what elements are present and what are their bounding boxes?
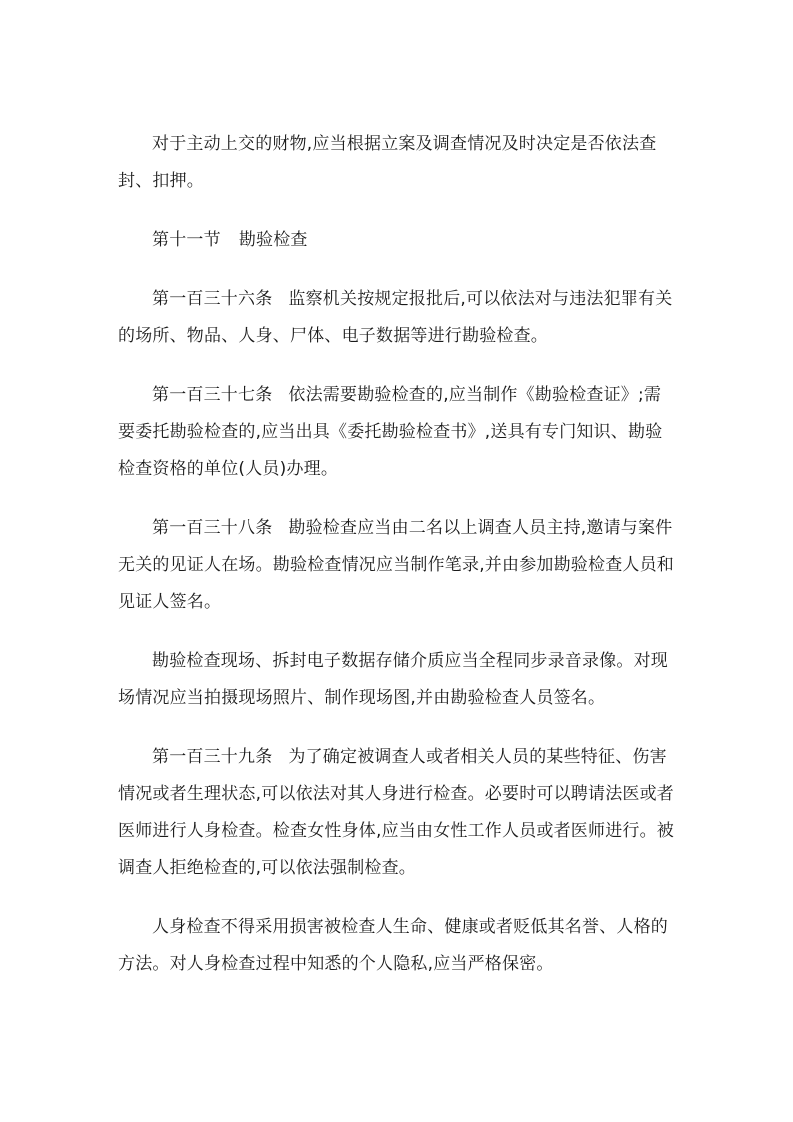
- paragraph-text: 对于主动上交的财物,应当根据立案及调查情况及时决定是否依法查封、扣押。: [118, 134, 657, 191]
- section-title: 勘验检查: [238, 230, 308, 250]
- paragraph-privacy: [118, 909, 675, 983]
- section-heading: [118, 222, 675, 259]
- article-text: 为了确定被调查人或者相关人员的某些特征、伤害情况或者生理状态,可以依法对其人身进行检查。必要时可以聘请法医或者医师进行人身检查。检查女性身体,应当由女性工作人员或者医师进行。被调查人拒绝检查的,可以依法强制检查。: [118, 747, 675, 878]
- article-text: 勘验检查应当由二名以上调查人员主持,邀请与案件无关的见证人在场。勘验检查情况应当制作笔录,并由参加勘验检查人员和见证人签名。: [118, 518, 675, 612]
- article-138: [118, 510, 675, 621]
- article-number: 第一百三十六条: [152, 289, 273, 309]
- paragraph-seized-property: [118, 126, 675, 200]
- article-number: 第一百三十七条: [152, 385, 273, 405]
- paragraph-recording: [118, 643, 675, 717]
- article-text: 监察机关按规定报批后,可以依法对与违法犯罪有关的场所、物品、人身、尸体、电子数据等进行勘验检查。: [118, 289, 673, 346]
- article-number: 第一百三十八条: [152, 518, 273, 538]
- paragraph-text: 勘验检查现场、拆封电子数据存储介质应当全程同步录音录像。对现场情况应当拍摄现场照片、制作现场图,并由勘验检查人员签名。: [118, 651, 668, 708]
- article-number: 第一百三十九条: [152, 747, 273, 767]
- document-body: [118, 126, 675, 1005]
- section-number: 第十一节: [152, 230, 221, 250]
- article-136: [118, 281, 675, 355]
- article-text: 依法需要勘验检查的,应当制作《勘验检查证》;需要委托勘验检查的,应当出具《委托勘验检查书》,送具有专门知识、勘验检查资格的单位(人员)办理。: [118, 385, 663, 479]
- article-139: [118, 739, 675, 887]
- article-137: [118, 377, 675, 488]
- paragraph-text: 人身检查不得采用损害被检查人生命、健康或者贬低其名誉、人格的方法。对人身检查过程中知悉的个人隐私,应当严格保密。: [118, 917, 668, 974]
